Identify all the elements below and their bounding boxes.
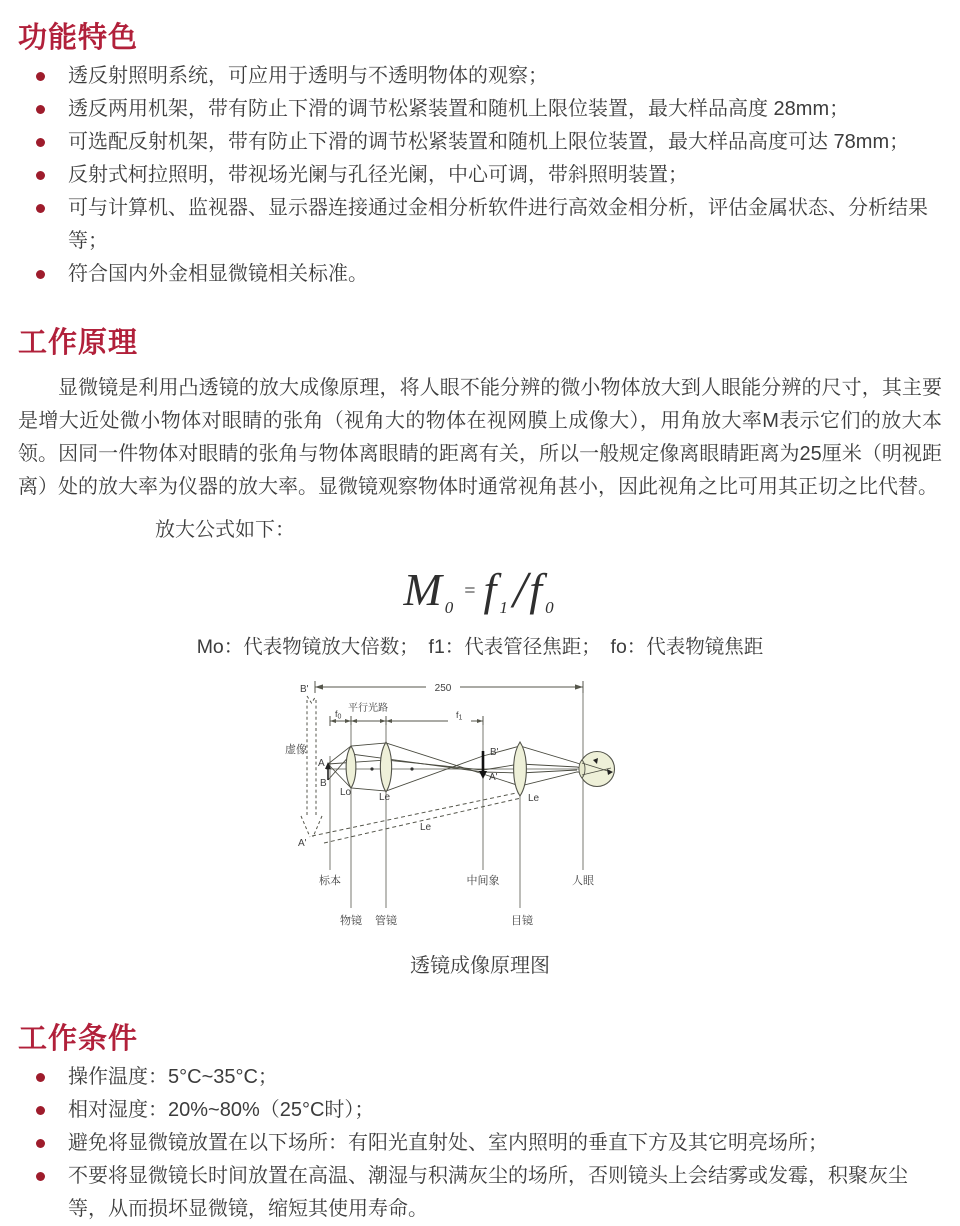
formula-f1: f bbox=[483, 564, 497, 615]
label-f0-dimension: f0 bbox=[335, 709, 342, 721]
label-parallel-light-path: 平行光路 bbox=[348, 703, 388, 714]
list-item-text: 避免将显微镜放置在以下场所：有阳光直射处、室内照明的垂直下方及其它明亮场所； bbox=[68, 1132, 828, 1154]
conditions-list bbox=[18, 1061, 942, 1226]
list-item bbox=[36, 1061, 942, 1094]
optical-path-diagram-image bbox=[280, 676, 680, 936]
principle-section-title: 工作原理 bbox=[18, 327, 139, 359]
label-f1-dimension: f1 bbox=[456, 710, 463, 722]
formula-M: M bbox=[403, 564, 442, 615]
eyepiece-lens bbox=[514, 742, 527, 796]
list-item-text: 不要将显微镜长时间放置在高温、潮湿与积满灰尘的场所，否则镜头上会结雾或发霉，积聚灰尘等，从而损坏显微镜，缩短其使用寿命。 bbox=[68, 1165, 908, 1220]
bullet-icon bbox=[36, 1106, 45, 1115]
bullet-icon bbox=[36, 1172, 45, 1181]
tube-lens bbox=[380, 742, 391, 792]
list-item bbox=[36, 1094, 942, 1127]
list-item-text: 相对湿度：20%~80%（25°C时）； bbox=[68, 1099, 375, 1121]
formula-f1-sub: 1 bbox=[499, 598, 508, 617]
formula-legend: Mo：代表物镜放大倍数； f1：代表管径焦距； fo：代表物镜焦距 bbox=[196, 636, 764, 658]
label-tube-lens: 管镜 bbox=[375, 915, 397, 927]
conditions-section-title: 工作条件 bbox=[18, 1023, 139, 1055]
list-item bbox=[36, 126, 942, 159]
label-b-prime-top: B' bbox=[300, 684, 309, 695]
bullet-icon bbox=[36, 72, 45, 81]
list-item-text: 操作温度：5°C~35°C； bbox=[68, 1066, 278, 1088]
list-item bbox=[36, 192, 942, 258]
bullet-icon bbox=[36, 138, 45, 147]
list-item bbox=[36, 159, 942, 192]
formula-M-sub: 0 bbox=[444, 598, 454, 617]
features-list bbox=[18, 60, 942, 291]
virtual-image-construction-lines bbox=[312, 792, 521, 843]
label-objective: 物镜 bbox=[340, 915, 362, 927]
list-item-text: 符合国内外金相显微镜相关标准。 bbox=[68, 263, 368, 285]
list-item-text: 透反两用机架，带有防止下滑的调节松紧装置和随机上限位装置，最大样品高度 28mm； bbox=[68, 98, 850, 120]
list-item-text: 可与计算机、监视器、显示器连接通过金相分析软件进行高效金相分析，评估金属状态、分析结果等； bbox=[68, 197, 928, 252]
label-human-eye: 人眼 bbox=[572, 875, 594, 887]
label-point-b: B bbox=[320, 778, 327, 789]
label-eyepiece: 目镜 bbox=[511, 915, 533, 927]
list-item bbox=[36, 1160, 942, 1226]
features-section-title: 功能特色 bbox=[18, 22, 139, 54]
label-b-prime-mid: B' bbox=[490, 747, 499, 758]
label-le-diagonal: Le bbox=[420, 822, 432, 833]
magnification-formula bbox=[18, 559, 942, 621]
bullet-icon bbox=[36, 270, 45, 279]
objective-lens bbox=[346, 746, 356, 788]
list-item-text: 可选配反射机架，带有防止下滑的调节松紧装置和随机上限位装置，最大样品高度可达 78mm； bbox=[68, 131, 910, 153]
label-a-prime-bottom: A' bbox=[298, 838, 307, 849]
bullet-icon bbox=[36, 1073, 45, 1082]
label-virtual-image: 虚像 bbox=[285, 744, 307, 756]
document-page bbox=[0, 22, 960, 1226]
formula-equals: = bbox=[464, 580, 476, 602]
formula-slash: / bbox=[512, 562, 528, 619]
lens-imaging-diagram bbox=[18, 676, 942, 936]
label-point-a: A bbox=[318, 758, 325, 769]
label-intermediate-image: 中间象 bbox=[466, 875, 500, 887]
list-item bbox=[36, 60, 942, 93]
label-lens-lo: Lo bbox=[340, 787, 352, 798]
list-item bbox=[36, 1127, 942, 1160]
list-item-text: 透反射照明系统，可应用于透明与不透明物体的观察； bbox=[68, 65, 548, 87]
bullet-icon bbox=[36, 204, 45, 213]
svg-text:250: 250 bbox=[434, 683, 452, 694]
bullet-icon bbox=[36, 105, 45, 114]
bullet-icon bbox=[36, 171, 45, 180]
diagram-caption: 透镜成像原理图 bbox=[410, 955, 550, 977]
principle-paragraph: 显微镜是利用凸透镜的放大成像原理，将人眼不能分辨的微小物体放大到人眼能分辨的尺寸，其主要是增大近处微小物体对眼睛的张角（视角大的物体在视网膜上成像大），用角放大率M表示它们的放大本领。因同一件物体对眼睛的张角与物体离眼睛的距离有关，所以一般规定像离眼睛距离为25厘米（明视距离）处的放大率为仪器的放大率。显微镜观察物体时通常视角甚小，因此视角之比可用其正切之比代替。 bbox=[18, 377, 942, 498]
list-item bbox=[36, 258, 942, 291]
list-item-text: 反射式柯拉照明，带视场光阑与孔径光阑，中心可调，带斜照明装置； bbox=[68, 164, 688, 186]
formula-f0-sub: 0 bbox=[545, 598, 554, 617]
dimension-250 bbox=[315, 681, 583, 694]
label-specimen: 标本 bbox=[319, 875, 341, 887]
label-lens-le-eyepiece: Le bbox=[528, 793, 540, 804]
label-lens-le-tube: Le bbox=[379, 792, 391, 803]
list-item bbox=[36, 93, 942, 126]
eye-icon bbox=[579, 752, 615, 787]
formula-f0: f bbox=[529, 564, 543, 615]
reference-lines bbox=[330, 693, 583, 908]
bullet-icon bbox=[36, 1139, 45, 1148]
formula-intro: 放大公式如下： bbox=[155, 519, 295, 541]
label-a-prime-mid: A' bbox=[489, 772, 498, 783]
light-rays bbox=[328, 743, 603, 791]
